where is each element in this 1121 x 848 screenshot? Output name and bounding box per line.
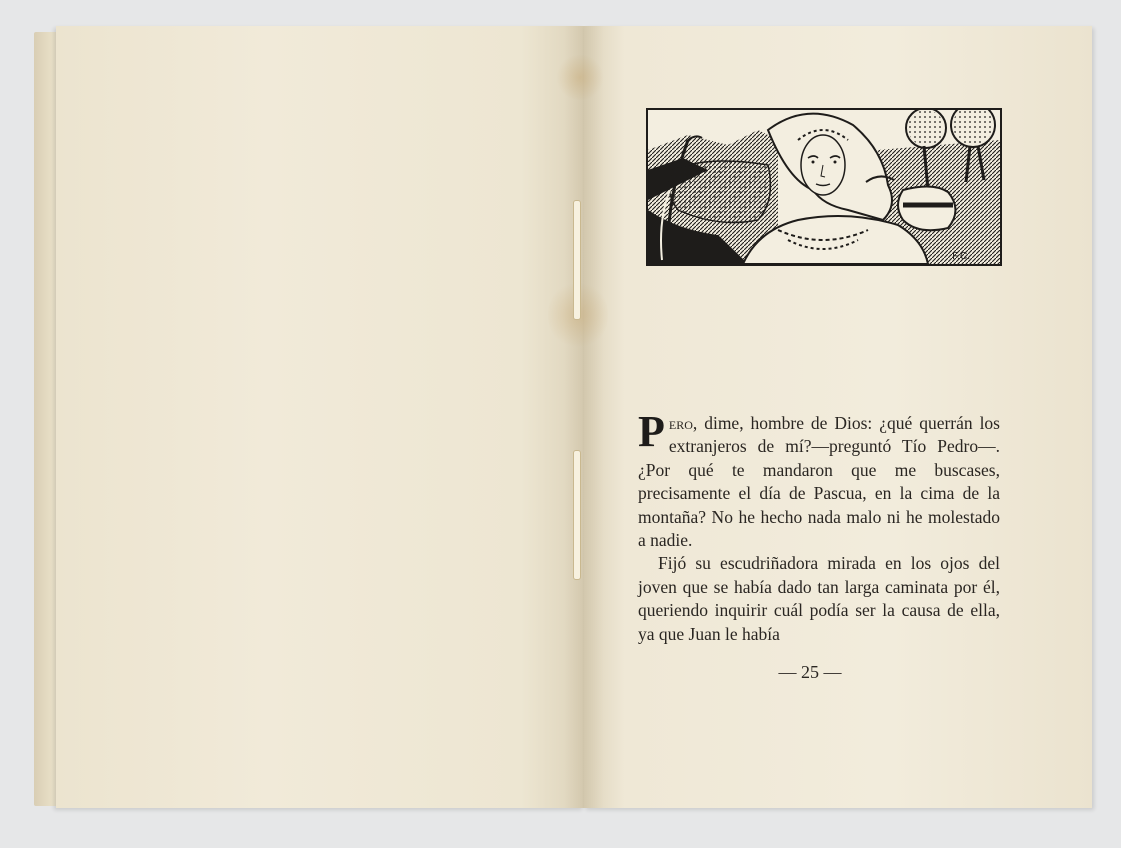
binding-stitch	[573, 450, 581, 580]
woodcut-illustration	[646, 108, 1002, 266]
left-page-blank	[56, 26, 584, 808]
page-number: — 25 —	[778, 662, 842, 682]
illustration-artwork	[648, 110, 1000, 264]
artist-signature: F.C.	[952, 251, 970, 262]
lead-smallcaps: ero,	[668, 413, 698, 433]
body-text	[638, 407, 1000, 646]
glue-stain	[555, 55, 605, 100]
paragraph-2: Fijó su escudriñadora mirada en los ojos del joven que se había dado tan larga caminata por él, queriendo inquirir cuál podía ser la causa de ella, ya que Juan le había	[638, 553, 1000, 644]
paragraph-1-text: dime, hombre de Dios: ¿qué querrán los extranjeros de mí?—preguntó Tío Pedro—. ¿Por qué te mandaron que me buscases, precisamente el día de Pascua, en la cima de la montaña? No he hecho nada malo ni he molestado a nadie.	[638, 413, 1000, 551]
book-gutter	[564, 26, 604, 808]
paragraph-1	[638, 407, 1000, 552]
binding-stitch	[573, 200, 581, 320]
drop-cap: P	[638, 407, 665, 456]
